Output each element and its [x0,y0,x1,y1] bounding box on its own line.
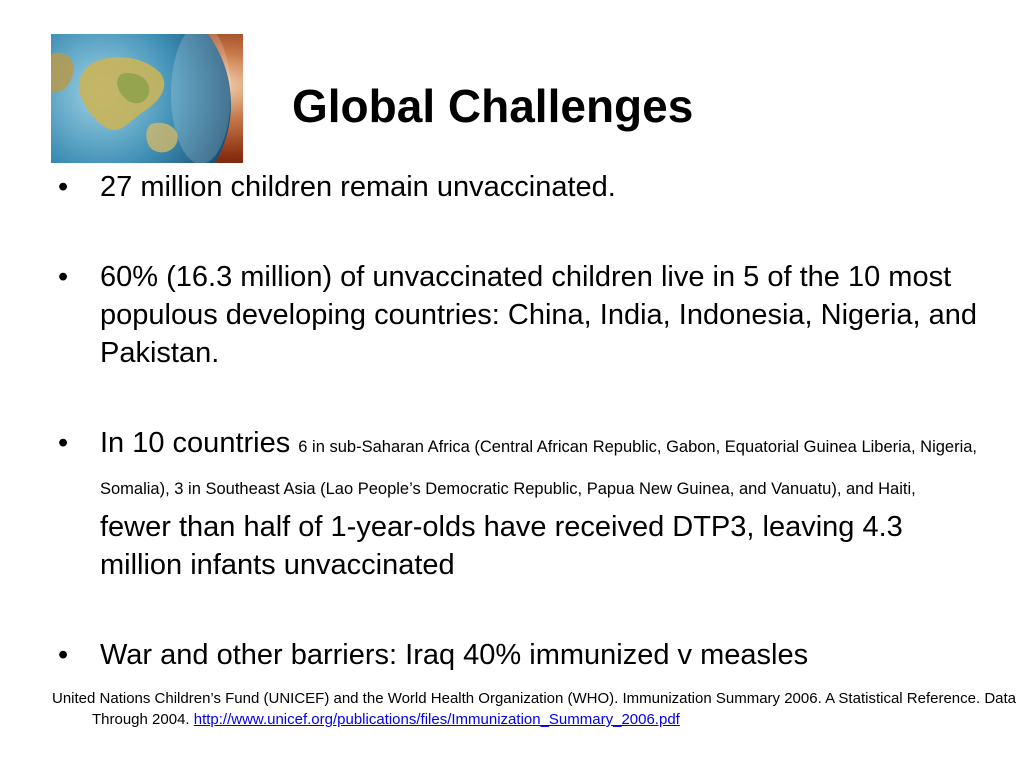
bullet-item [58,258,988,372]
bullet-list [58,168,988,674]
bullet-icon: • [58,261,69,293]
bullet-text: 60% (16.3 million) of unvaccinated children live in 5 of the 10 most populous developing countries: China, India, Indonesia, Nigeria, and Pakistan. [100,261,978,369]
footnote-text: United Nations Children’s Fund (UNICEF) and the World Health Organization (WHO). Immunization Summary 2006. A Statistical Reference. Data Through 2004. [52,690,1017,728]
bullet-item [58,168,988,206]
bullet-item [58,424,988,584]
bullet-lead-text: In 10 countries [100,427,299,459]
bullet-text: 27 million children remain unvaccinated. [100,171,616,203]
bullet-text: War and other barriers: Iraq 40% immunized v measles [100,639,809,671]
source-footnote [52,688,1022,730]
footnote-link[interactable]: http://www.unicef.org/publications/files/Immunization_Summary_2006.pdf [193,711,680,728]
bullet-icon: • [58,171,69,203]
globe-image [51,34,243,163]
bullet-rest-text: fewer than half of 1-year-olds have received DTP3, leaving 4.3 million infants unvaccinated [100,511,903,581]
bullet-icon: • [58,639,69,671]
slide-title: Global Challenges [292,80,694,132]
bullet-item [58,636,988,674]
bullet-detail-text: 6 in sub-Saharan Africa (Central African Republic, Gabon, Equatorial Guinea Liberia, Nigeria, Somalia), 3 in Southeast Asia (Lao People’s Democratic Republic, Papua New Guinea, and Vanuatu), and Haiti, [100,438,978,498]
bullet-icon: • [58,427,69,459]
